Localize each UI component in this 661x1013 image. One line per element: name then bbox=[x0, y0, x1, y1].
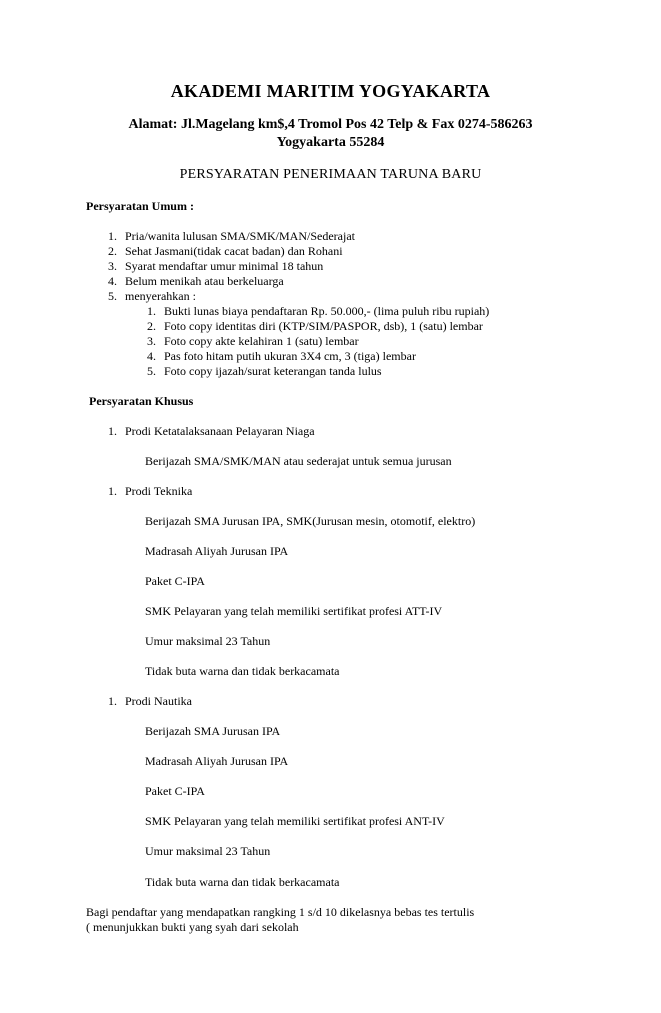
program-requirement: SMK Pelayaran yang telah memiliki sertifikat profesi ANT-IV bbox=[145, 814, 445, 828]
sublist-item-number: 2. bbox=[147, 319, 156, 333]
list-item-text: menyerahkan : bbox=[125, 289, 196, 303]
list-item-number: 4. bbox=[108, 274, 117, 288]
document-title: PERSYARATAN PENERIMAAN TARUNA BARU bbox=[179, 167, 482, 182]
program-name: Prodi Teknika bbox=[125, 484, 193, 498]
program-number: 1. bbox=[108, 694, 117, 708]
program-name: Prodi Nautika bbox=[125, 694, 192, 708]
address-line-2: Yogyakarta 55284 bbox=[276, 135, 385, 150]
sublist-item-text: Bukti lunas biaya pendaftaran Rp. 50.000,- (lima puluh ribu rupiah) bbox=[164, 304, 490, 318]
program-requirement: Berijazah SMA Jurusan IPA bbox=[145, 724, 281, 738]
address-line-1: Alamat: Jl.Magelang km$,4 Tromol Pos 42 Telp & Fax 0274-586263 bbox=[128, 117, 533, 132]
list-item-text: Pria/wanita lulusan SMA/SMK/MAN/Sederajat bbox=[125, 229, 355, 243]
program-number: 1. bbox=[108, 424, 117, 438]
special-requirements-heading: Persyaratan Khusus bbox=[89, 394, 194, 408]
sublist-item-number: 3. bbox=[147, 334, 156, 348]
list-item-text: Belum menikah atau berkeluarga bbox=[125, 274, 284, 288]
program-number: 1. bbox=[108, 484, 117, 498]
list-item-text: Sehat Jasmani(tidak cacat badan) dan Rohani bbox=[125, 244, 343, 258]
list-item-number: 3. bbox=[108, 259, 117, 273]
footer-note-line-2: ( menunjukkan bukti yang syah dari sekolah bbox=[86, 920, 299, 934]
list-item-number: 5. bbox=[108, 289, 117, 303]
program-requirement: Paket C-IPA bbox=[145, 574, 205, 588]
program-requirement: Tidak buta warna dan tidak berkacamata bbox=[145, 664, 340, 678]
program-requirement: Berijazah SMA Jurusan IPA, SMK(Jurusan mesin, otomotif, elektro) bbox=[145, 514, 476, 528]
program-requirement: Umur maksimal 23 Tahun bbox=[145, 634, 271, 648]
sublist-item-text: Foto copy ijazah/surat keterangan tanda lulus bbox=[164, 364, 382, 378]
program-name: Prodi Ketatalaksanaan Pelayaran Niaga bbox=[125, 424, 315, 438]
program-requirement: Berijazah SMA/SMK/MAN atau sederajat untuk semua jurusan bbox=[145, 454, 452, 468]
sublist-item-text: Pas foto hitam putih ukuran 3X4 cm, 3 (tiga) lembar bbox=[164, 349, 416, 363]
list-item-text: Syarat mendaftar umur minimal 18 tahun bbox=[125, 259, 324, 273]
list-item-number: 1. bbox=[108, 229, 117, 243]
sublist-item-text: Foto copy akte kelahiran 1 (satu) lembar bbox=[164, 334, 359, 348]
sublist-item-number: 1. bbox=[147, 304, 156, 318]
sublist-item-number: 5. bbox=[147, 364, 156, 378]
program-requirement: Madrasah Aliyah Jurusan IPA bbox=[145, 544, 289, 558]
sublist-item-text: Foto copy identitas diri (KTP/SIM/PASPOR, dsb), 1 (satu) lembar bbox=[164, 319, 483, 333]
sublist-item-number: 4. bbox=[147, 349, 156, 363]
program-requirement: Madrasah Aliyah Jurusan IPA bbox=[145, 754, 289, 768]
program-requirement: Umur maksimal 23 Tahun bbox=[145, 844, 271, 858]
program-requirement: SMK Pelayaran yang telah memiliki sertifikat profesi ATT-IV bbox=[145, 604, 443, 618]
list-item-number: 2. bbox=[108, 244, 117, 258]
footer-note-line-1: Bagi pendaftar yang mendapatkan rangking 1 s/d 10 dikelasnya bebas tes tertulis bbox=[86, 905, 475, 919]
program-requirement: Tidak buta warna dan tidak berkacamata bbox=[145, 875, 340, 889]
general-requirements-heading: Persyaratan Umum : bbox=[86, 199, 194, 213]
program-requirement: Paket C-IPA bbox=[145, 784, 205, 798]
institution-title: AKADEMI MARITIM YOGYAKARTA bbox=[170, 81, 491, 101]
